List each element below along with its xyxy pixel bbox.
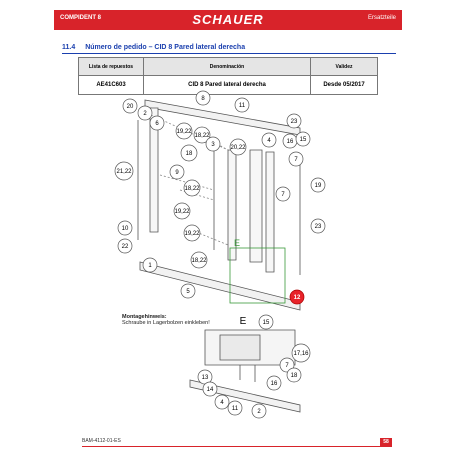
svg-text:7: 7 xyxy=(285,363,289,369)
drawing-lines xyxy=(138,100,300,310)
callout xyxy=(138,106,152,120)
header-category: Ersatzteile xyxy=(367,15,396,21)
callout-highlight xyxy=(290,290,304,304)
callout xyxy=(203,382,217,396)
svg-text:9: 9 xyxy=(175,170,179,176)
svg-text:3: 3 xyxy=(211,142,215,148)
callout xyxy=(311,219,325,233)
callout xyxy=(287,114,301,128)
svg-text:5: 5 xyxy=(186,289,190,295)
svg-text:8: 8 xyxy=(201,96,205,102)
svg-text:7: 7 xyxy=(281,192,285,198)
svg-text:6: 6 xyxy=(155,121,159,127)
col-header-list: Lista de repuestos xyxy=(79,58,144,76)
svg-text:4: 4 xyxy=(220,400,224,406)
svg-text:18: 18 xyxy=(185,151,193,157)
svg-text:19,22: 19,22 xyxy=(176,129,192,135)
callout xyxy=(311,178,325,192)
svg-text:2: 2 xyxy=(257,409,261,415)
svg-text:23: 23 xyxy=(314,224,322,230)
section-title: Número de pedido – CID 8 Pared lateral derecha xyxy=(85,44,246,51)
brand-logo: SCHAUER xyxy=(192,12,264,27)
col-header-name: Denominación xyxy=(144,58,311,76)
svg-text:2: 2 xyxy=(143,111,147,117)
callout xyxy=(283,134,297,148)
svg-text:16: 16 xyxy=(286,139,294,145)
svg-text:20,22: 20,22 xyxy=(230,145,246,151)
svg-text:19: 19 xyxy=(314,183,322,189)
page-number: 58 xyxy=(380,438,392,447)
callout xyxy=(287,368,301,382)
callout xyxy=(118,239,132,253)
callout xyxy=(206,137,220,151)
svg-text:11: 11 xyxy=(231,406,239,412)
callout xyxy=(123,99,137,113)
callout-group xyxy=(115,91,325,304)
callout xyxy=(184,225,200,241)
product-name: COMPIDENT 8 xyxy=(60,15,102,21)
svg-text:16: 16 xyxy=(270,381,278,387)
footer-divider xyxy=(82,446,382,447)
svg-text:17,16: 17,16 xyxy=(293,351,309,357)
note-text: Schraube in Lagerbolzen einkleben! xyxy=(122,320,210,326)
callout xyxy=(235,98,249,112)
svg-text:18,22: 18,22 xyxy=(191,258,207,264)
svg-text:21,22: 21,22 xyxy=(116,169,132,175)
svg-text:18: 18 xyxy=(290,373,298,379)
callout xyxy=(118,221,132,235)
callout xyxy=(184,180,200,196)
callout xyxy=(115,162,133,180)
callout xyxy=(181,284,195,298)
svg-text:11: 11 xyxy=(238,103,246,109)
callout xyxy=(292,344,310,362)
callout xyxy=(262,133,276,147)
callout xyxy=(170,165,184,179)
callout xyxy=(230,139,246,155)
svg-text:10: 10 xyxy=(121,226,129,232)
cell-list: AE41C603 xyxy=(79,76,144,95)
callout xyxy=(276,187,290,201)
detail-label-e: E xyxy=(239,316,247,327)
svg-text:14: 14 xyxy=(206,387,214,393)
svg-text:1: 1 xyxy=(148,263,152,269)
callout xyxy=(215,395,229,409)
svg-text:18,22: 18,22 xyxy=(194,133,210,139)
callout xyxy=(252,404,266,418)
svg-text:13: 13 xyxy=(201,375,209,381)
svg-text:15: 15 xyxy=(299,137,307,143)
callout xyxy=(181,145,197,161)
callout xyxy=(150,116,164,130)
cell-name: CID 8 Pared lateral derecha xyxy=(144,76,311,95)
section-number: 11.4 xyxy=(62,44,76,51)
svg-text:23: 23 xyxy=(290,119,298,125)
callout xyxy=(191,252,207,268)
svg-text:18,22: 18,22 xyxy=(184,186,200,192)
assembly-note xyxy=(122,314,210,326)
document-number: BAM-4112-01-ES xyxy=(82,438,121,444)
svg-text:12: 12 xyxy=(293,295,301,301)
callout xyxy=(296,132,310,146)
callout xyxy=(228,401,242,415)
callout xyxy=(176,123,192,139)
note-title: Montagehinweis: xyxy=(122,314,167,320)
svg-text:20: 20 xyxy=(126,104,134,110)
callout xyxy=(259,315,273,329)
svg-text:4: 4 xyxy=(267,138,271,144)
col-header-validity: Validez xyxy=(311,58,378,76)
callout xyxy=(289,152,303,166)
cell-validity: Desde 05/2017 xyxy=(311,76,378,95)
callout xyxy=(174,203,190,219)
svg-text:15: 15 xyxy=(262,320,270,326)
svg-text:7: 7 xyxy=(294,157,298,163)
svg-text:22: 22 xyxy=(121,244,129,250)
detail-marker-e: E xyxy=(233,238,241,248)
callout xyxy=(143,258,157,272)
callout xyxy=(196,91,210,105)
callout xyxy=(267,376,281,390)
svg-text:19,22: 19,22 xyxy=(184,231,200,237)
svg-text:19,22: 19,22 xyxy=(174,209,190,215)
